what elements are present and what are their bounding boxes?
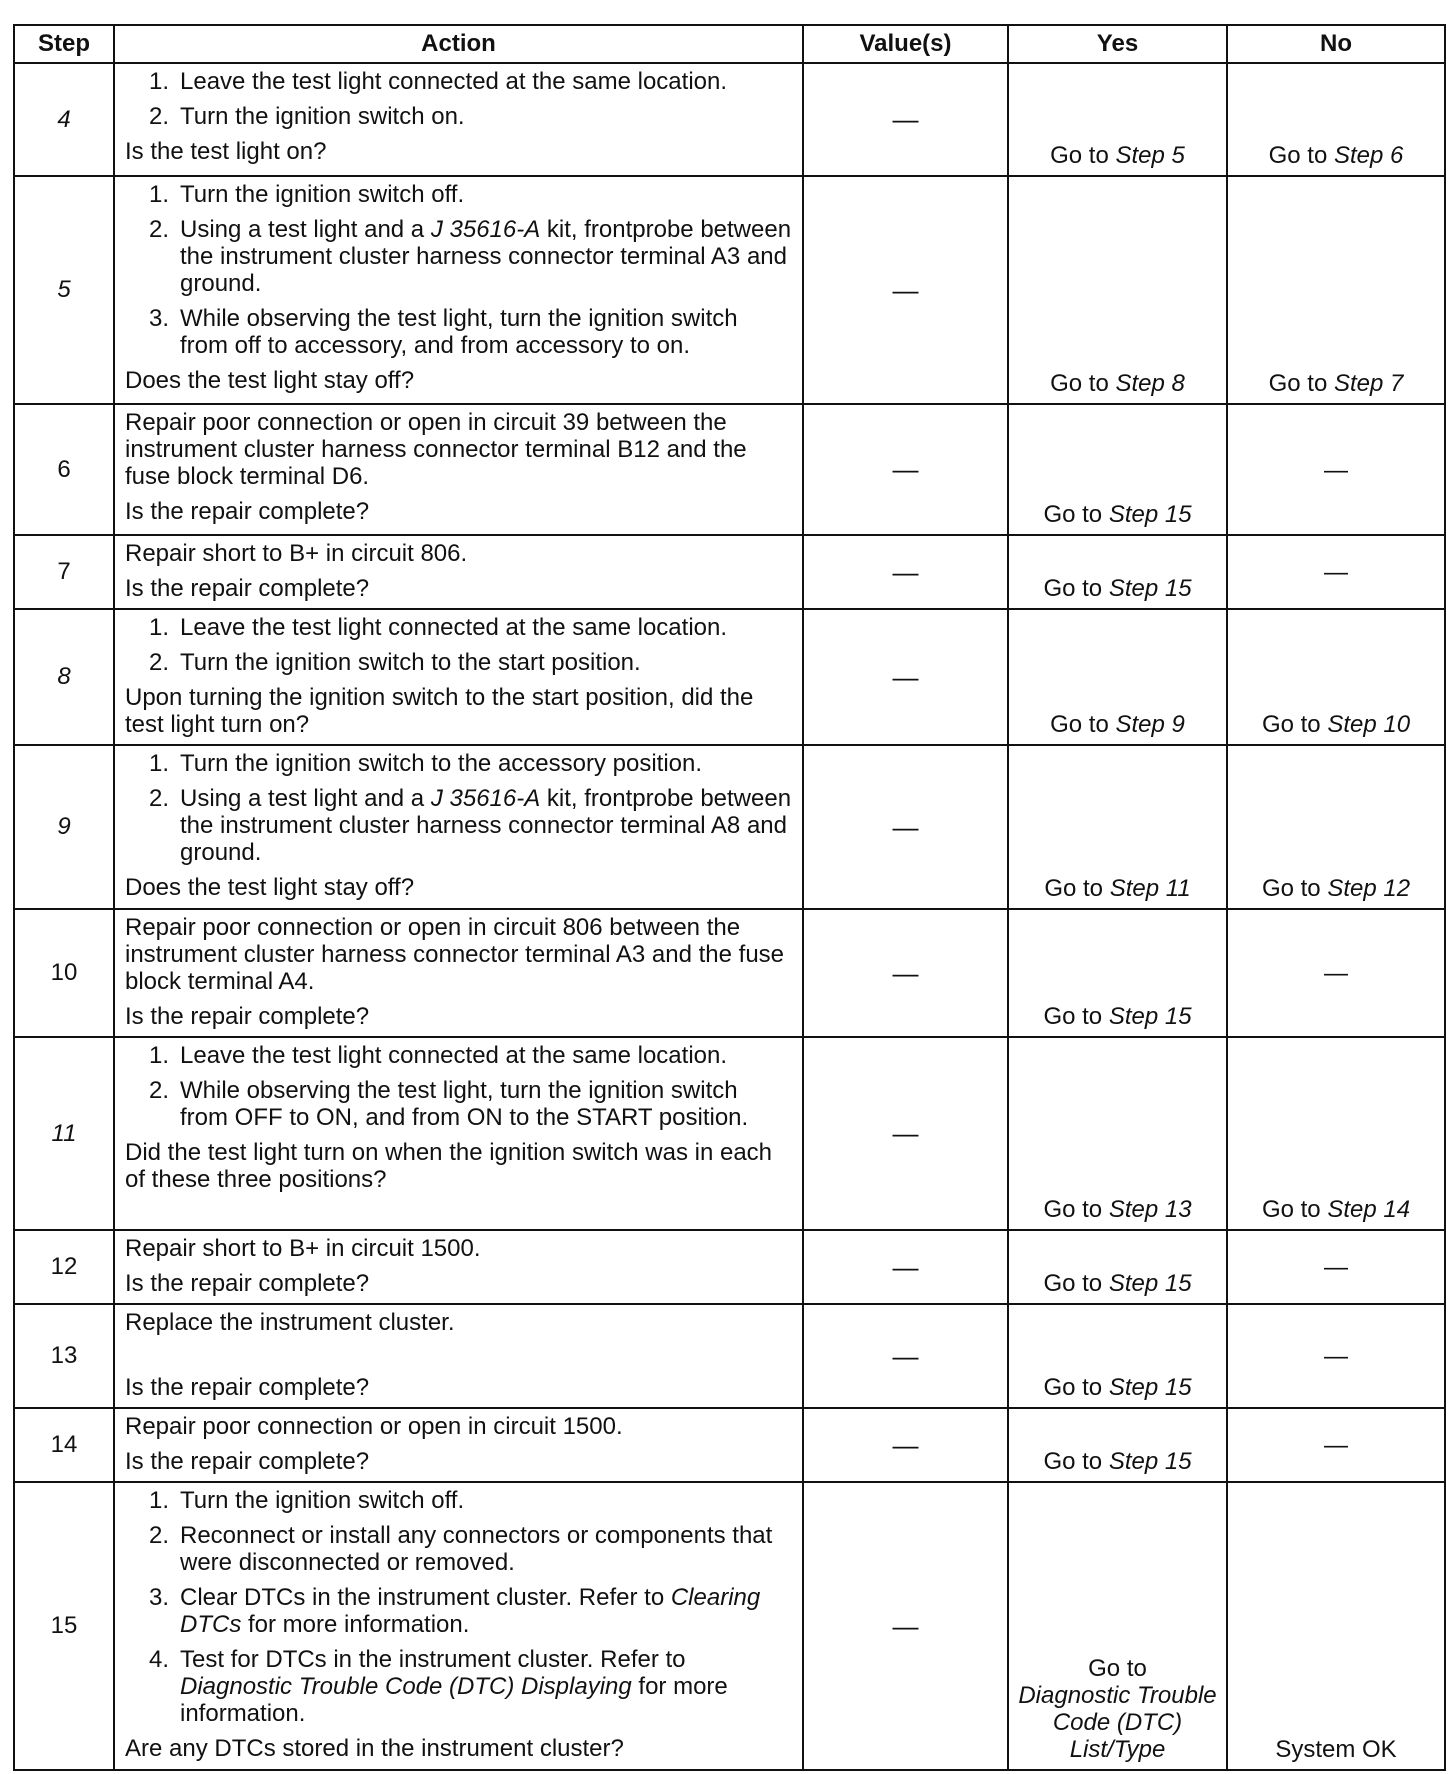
action-text: Replace the instrument cluster. — [125, 1309, 455, 1336]
value-dash: — — [803, 1408, 1008, 1482]
action-question: Is the repair complete? — [125, 498, 370, 525]
value-dash: — — [803, 63, 1008, 176]
no-goto-link[interactable]: Go to Step 14 — [1227, 1037, 1445, 1230]
step-number: 8 — [14, 609, 114, 745]
action-question: Is the repair complete? — [125, 1448, 370, 1475]
yes-goto-link[interactable]: Go to Step 15 — [1008, 1408, 1227, 1482]
action-item: Reconnect or install any connectors or components that were disconnected or removed. — [180, 1522, 773, 1576]
action-text: Repair poor connection or open in circuit 806 between the instrument cluster harness connector terminal A3 and the fuse block terminal A4. — [125, 914, 785, 995]
header-no: No — [1227, 25, 1445, 63]
action-cell — [114, 909, 803, 1037]
action-question: Does the test light stay off? — [125, 367, 415, 394]
no-dash: — — [1227, 1304, 1445, 1408]
header-row — [14, 25, 1445, 63]
action-question: Is the repair complete? — [125, 1374, 370, 1401]
no-goto-link[interactable]: Go to Step 12 — [1227, 745, 1445, 909]
step-number: 12 — [14, 1230, 114, 1304]
yes-goto-link[interactable]: Go to Diagnostic Trouble Code (DTC) List/Type — [1008, 1482, 1227, 1770]
no-dash: — — [1227, 1230, 1445, 1304]
action-item: Turn the ignition switch off. — [180, 1487, 465, 1514]
action-question: Is the repair complete? — [125, 575, 370, 602]
action-item: Turn the ignition switch on. — [180, 103, 465, 130]
action-cell — [114, 535, 803, 609]
value-dash: — — [803, 1037, 1008, 1230]
action-item: Leave the test light connected at the same location. — [180, 68, 728, 95]
table-row — [14, 1304, 1445, 1408]
no-dash: — — [1227, 404, 1445, 535]
action-item: While observing the test light, turn the ignition switch from OFF to ON, and from ON to the START position. — [180, 1077, 749, 1131]
value-dash: — — [803, 535, 1008, 609]
value-dash: — — [803, 176, 1008, 404]
action-cell: 1. Turn the ignition switch off. 2. Reconnect or install any connectors or components that were disconnected or removed. 3. Clear DTCs in the instrument cluster. Refer to Clearing DTCs for more information. 4. Test for DTCs in the instrument cluster. Refer to Diagnostic Trouble Code (DTC) Displaying for more information. Are any DTCs stored in the instrument cluster? — [114, 1482, 803, 1770]
action-text: Repair short to B+ in circuit 806. — [125, 540, 468, 567]
table-row — [14, 1408, 1445, 1482]
table-row — [14, 404, 1445, 535]
no-goto-link[interactable]: Go to Step 7 — [1227, 176, 1445, 404]
yes-goto-link[interactable]: Go to Step 8 — [1008, 176, 1227, 404]
table-row — [14, 535, 1445, 609]
step-number: 5 — [14, 176, 114, 404]
action-item: Turn the ignition switch to the accessory position. — [180, 750, 703, 777]
action-cell — [114, 1304, 803, 1408]
dtc-list-type-link[interactable]: Diagnostic Trouble Code (DTC) List/Type — [1018, 1682, 1217, 1763]
yes-goto-link[interactable]: Go to Step 5 — [1008, 63, 1227, 176]
action-cell: 1. Leave the test light connected at the same location. 2. Turn the ignition switch on. Is the test light on? — [114, 63, 803, 176]
step-number: 4 — [14, 63, 114, 176]
clearing-dtcs-link[interactable]: Clearing DTCs — [180, 1584, 761, 1638]
value-dash: — — [803, 745, 1008, 909]
table-row — [14, 1230, 1445, 1304]
action-cell: 1. Turn the ignition switch off. 2. Using a test light and a J 35616-A kit, frontprobe between the instrument cluster harness connector terminal A3 and ground. 3. While observing the test light, turn the ignition switch from off to accessory, and from accessory to on. Does the test light stay off? — [114, 176, 803, 404]
no-goto-link[interactable]: Go to Step 6 — [1227, 63, 1445, 176]
value-dash: — — [803, 909, 1008, 1037]
step-number: 10 — [14, 909, 114, 1037]
diagnostic-table — [13, 24, 1446, 1771]
action-item: Turn the ignition switch off. — [180, 181, 465, 208]
action-item: Using a test light and a — [180, 785, 425, 812]
tool-reference: J 35616-A — [430, 216, 541, 243]
step-number: 14 — [14, 1408, 114, 1482]
action-question: Is the repair complete? — [125, 1270, 370, 1297]
yes-goto-link[interactable]: Go to Step 9 — [1008, 609, 1227, 745]
action-cell — [114, 1230, 803, 1304]
action-question: Did the test light turn on when the ignition switch was in each of these three positions? — [125, 1139, 773, 1193]
yes-goto-link[interactable]: Go to Step 15 — [1008, 404, 1227, 535]
action-text: Repair short to B+ in circuit 1500. — [125, 1235, 481, 1262]
action-text: Repair poor connection or open in circuit 1500. — [125, 1413, 623, 1440]
step-number: 9 — [14, 745, 114, 909]
step-number: 7 — [14, 535, 114, 609]
action-question: Does the test light stay off? — [125, 874, 415, 901]
yes-goto-link[interactable]: Go to Step 15 — [1008, 909, 1227, 1037]
value-dash: — — [803, 1304, 1008, 1408]
table-row — [14, 1037, 1445, 1230]
value-dash: — — [803, 1230, 1008, 1304]
action-item: Leave the test light connected at the same location. — [180, 614, 728, 641]
no-dash: — — [1227, 909, 1445, 1037]
system-ok-label: System OK — [1227, 1482, 1445, 1770]
step-number: 6 — [14, 404, 114, 535]
table-row — [14, 63, 1445, 176]
yes-goto-link[interactable]: Go to Step 15 — [1008, 535, 1227, 609]
action-item: Using a test light and a — [180, 216, 425, 243]
value-dash: — — [803, 1482, 1008, 1770]
action-item: Turn the ignition switch to the start position. — [180, 649, 641, 676]
yes-goto-link[interactable]: Go to Step 15 — [1008, 1230, 1227, 1304]
value-dash: — — [803, 609, 1008, 745]
header-action: Action — [114, 25, 803, 63]
table-row — [14, 1482, 1445, 1770]
step-number: 15 — [14, 1482, 114, 1770]
dtc-displaying-link[interactable]: Diagnostic Trouble Code (DTC) Displaying — [180, 1673, 632, 1700]
no-dash: — — [1227, 1408, 1445, 1482]
table-row — [14, 176, 1445, 404]
action-question: Is the test light on? — [125, 138, 327, 165]
action-question: Is the repair complete? — [125, 1003, 370, 1030]
action-question: Are any DTCs stored in the instrument cluster? — [125, 1735, 624, 1762]
action-item: While observing the test light, turn the ignition switch from off to accessory, and from accessory to on. — [180, 305, 738, 359]
action-item: Test for DTCs in the instrument cluster. Refer to — [180, 1646, 686, 1673]
header-yes: Yes — [1008, 25, 1227, 63]
action-cell: 1. Leave the test light connected at the same location. 2. While observing the test light, turn the ignition switch from OFF to ON, and from ON to the START position. Did the test light turn on when the ignition switch was in each of these three positions? — [114, 1037, 803, 1230]
value-dash: — — [803, 404, 1008, 535]
action-cell: 1. Turn the ignition switch to the accessory position. 2. Using a test light and a J 35616-A kit, frontprobe between the instrument cluster harness connector terminal A8 and ground. Does the test light stay off? — [114, 745, 803, 909]
no-dash: — — [1227, 535, 1445, 609]
yes-goto-link[interactable]: Go to Step 15 — [1008, 1304, 1227, 1408]
header-step: Step — [14, 25, 114, 63]
yes-goto-link[interactable]: Go to Step 11 — [1008, 745, 1227, 909]
action-question: Upon turning the ignition switch to the start position, did the test light turn on? — [125, 684, 754, 738]
action-cell — [114, 404, 803, 535]
yes-goto-link[interactable]: Go to Step 13 — [1008, 1037, 1227, 1230]
action-item: Clear DTCs in the instrument cluster. Refer to — [180, 1584, 665, 1611]
action-cell: 1. Leave the test light connected at the same location. 2. Turn the ignition switch to the start position. Upon turning the ignition switch to the start position, did the test light turn on? — [114, 609, 803, 745]
table-row — [14, 609, 1445, 745]
table-row — [14, 745, 1445, 909]
action-text: Repair poor connection or open in circuit 39 between the instrument cluster harness connector terminal B12 and the fuse block terminal D6. — [125, 409, 747, 490]
table-row — [14, 909, 1445, 1037]
no-goto-link[interactable]: Go to Step 10 — [1227, 609, 1445, 745]
tool-reference: J 35616-A — [430, 785, 541, 812]
action-item: Leave the test light connected at the same location. — [180, 1042, 728, 1069]
step-number: 11 — [14, 1037, 114, 1230]
action-cell — [114, 1408, 803, 1482]
header-values: Value(s) — [803, 25, 1008, 63]
step-number: 13 — [14, 1304, 114, 1408]
